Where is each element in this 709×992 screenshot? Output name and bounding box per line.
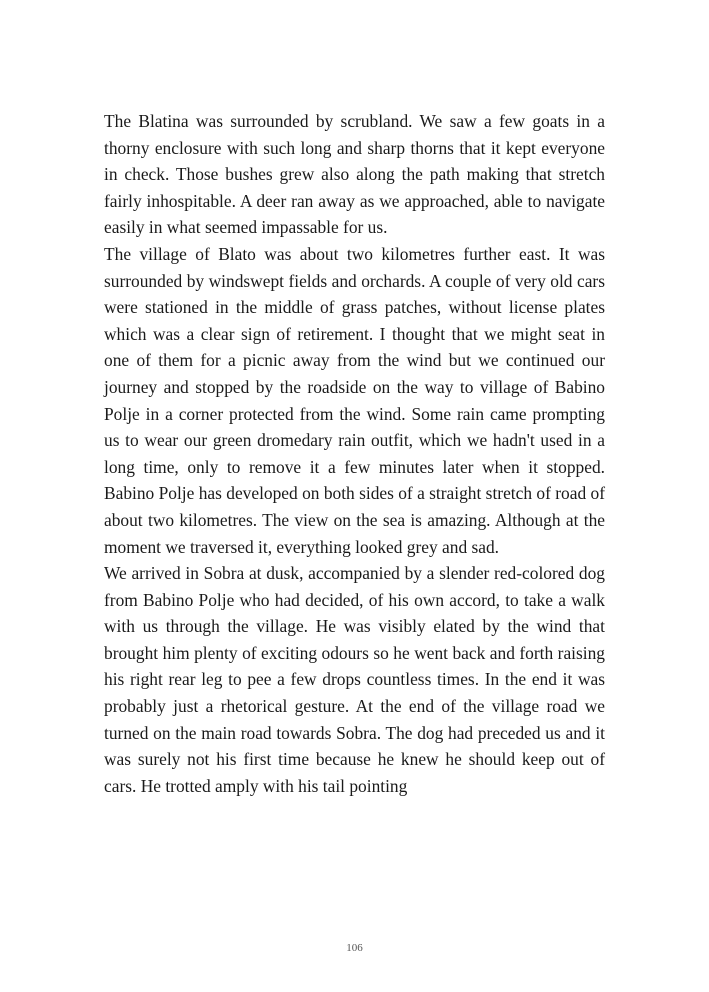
page-number: 106 [346, 942, 363, 954]
paragraph-blatina: The Blatina was surrounded by scrubland. We saw a few goats in a thorny enclosure with such long and sharp thorns that it kept everyone in check. Those bushes grew also along the path making that stretch fairly inhospitable. A deer ran away as we approached, able to navigate easily in what seemed impassable for us. [104, 111, 605, 238]
paragraph-blato: The village of Blato was about two kilometres further east. It was surrounded by windswept fields and orchards. A couple of very old cars were stationed in the middle of grass patches, without license plates which was a clear sign of retirement. I thought that we might seat in one of them for a picnic away from the wind but we continued our journey and stopped by the roadside on the way to village of Babino Polje in a corner protected from the wind. Some rain came prompting us to wear our green dromedary rain outfit, which we hadn't used in a long time, only to remove it a few minutes later when it stopped. Babino Polje has developed on both sides of a straight stretch of road of about two kilometres. The view on the sea is amazing. Although at the moment we traversed it, everything looked grey and sad. [104, 243, 605, 557]
paragraph-sobra: We arrived in Sobra at dusk, accompanied by a slender red-colored dog from Babino Polje who had decided, of his own accord, to take a walk with us through the village. He was visibly elated by the wind that brought him plenty of exciting odours so he went back and forth raising his right rear leg to pee a few drops countless times. In the end it was probably just a rhetorical gesture. At the end of the village road we turned on the main road towards Sobra. The dog had preceded us and it was surely not his first time because he knew he should keep out of cars. He trotted amply with his tail pointing [104, 563, 605, 796]
body-text [104, 108, 605, 799]
